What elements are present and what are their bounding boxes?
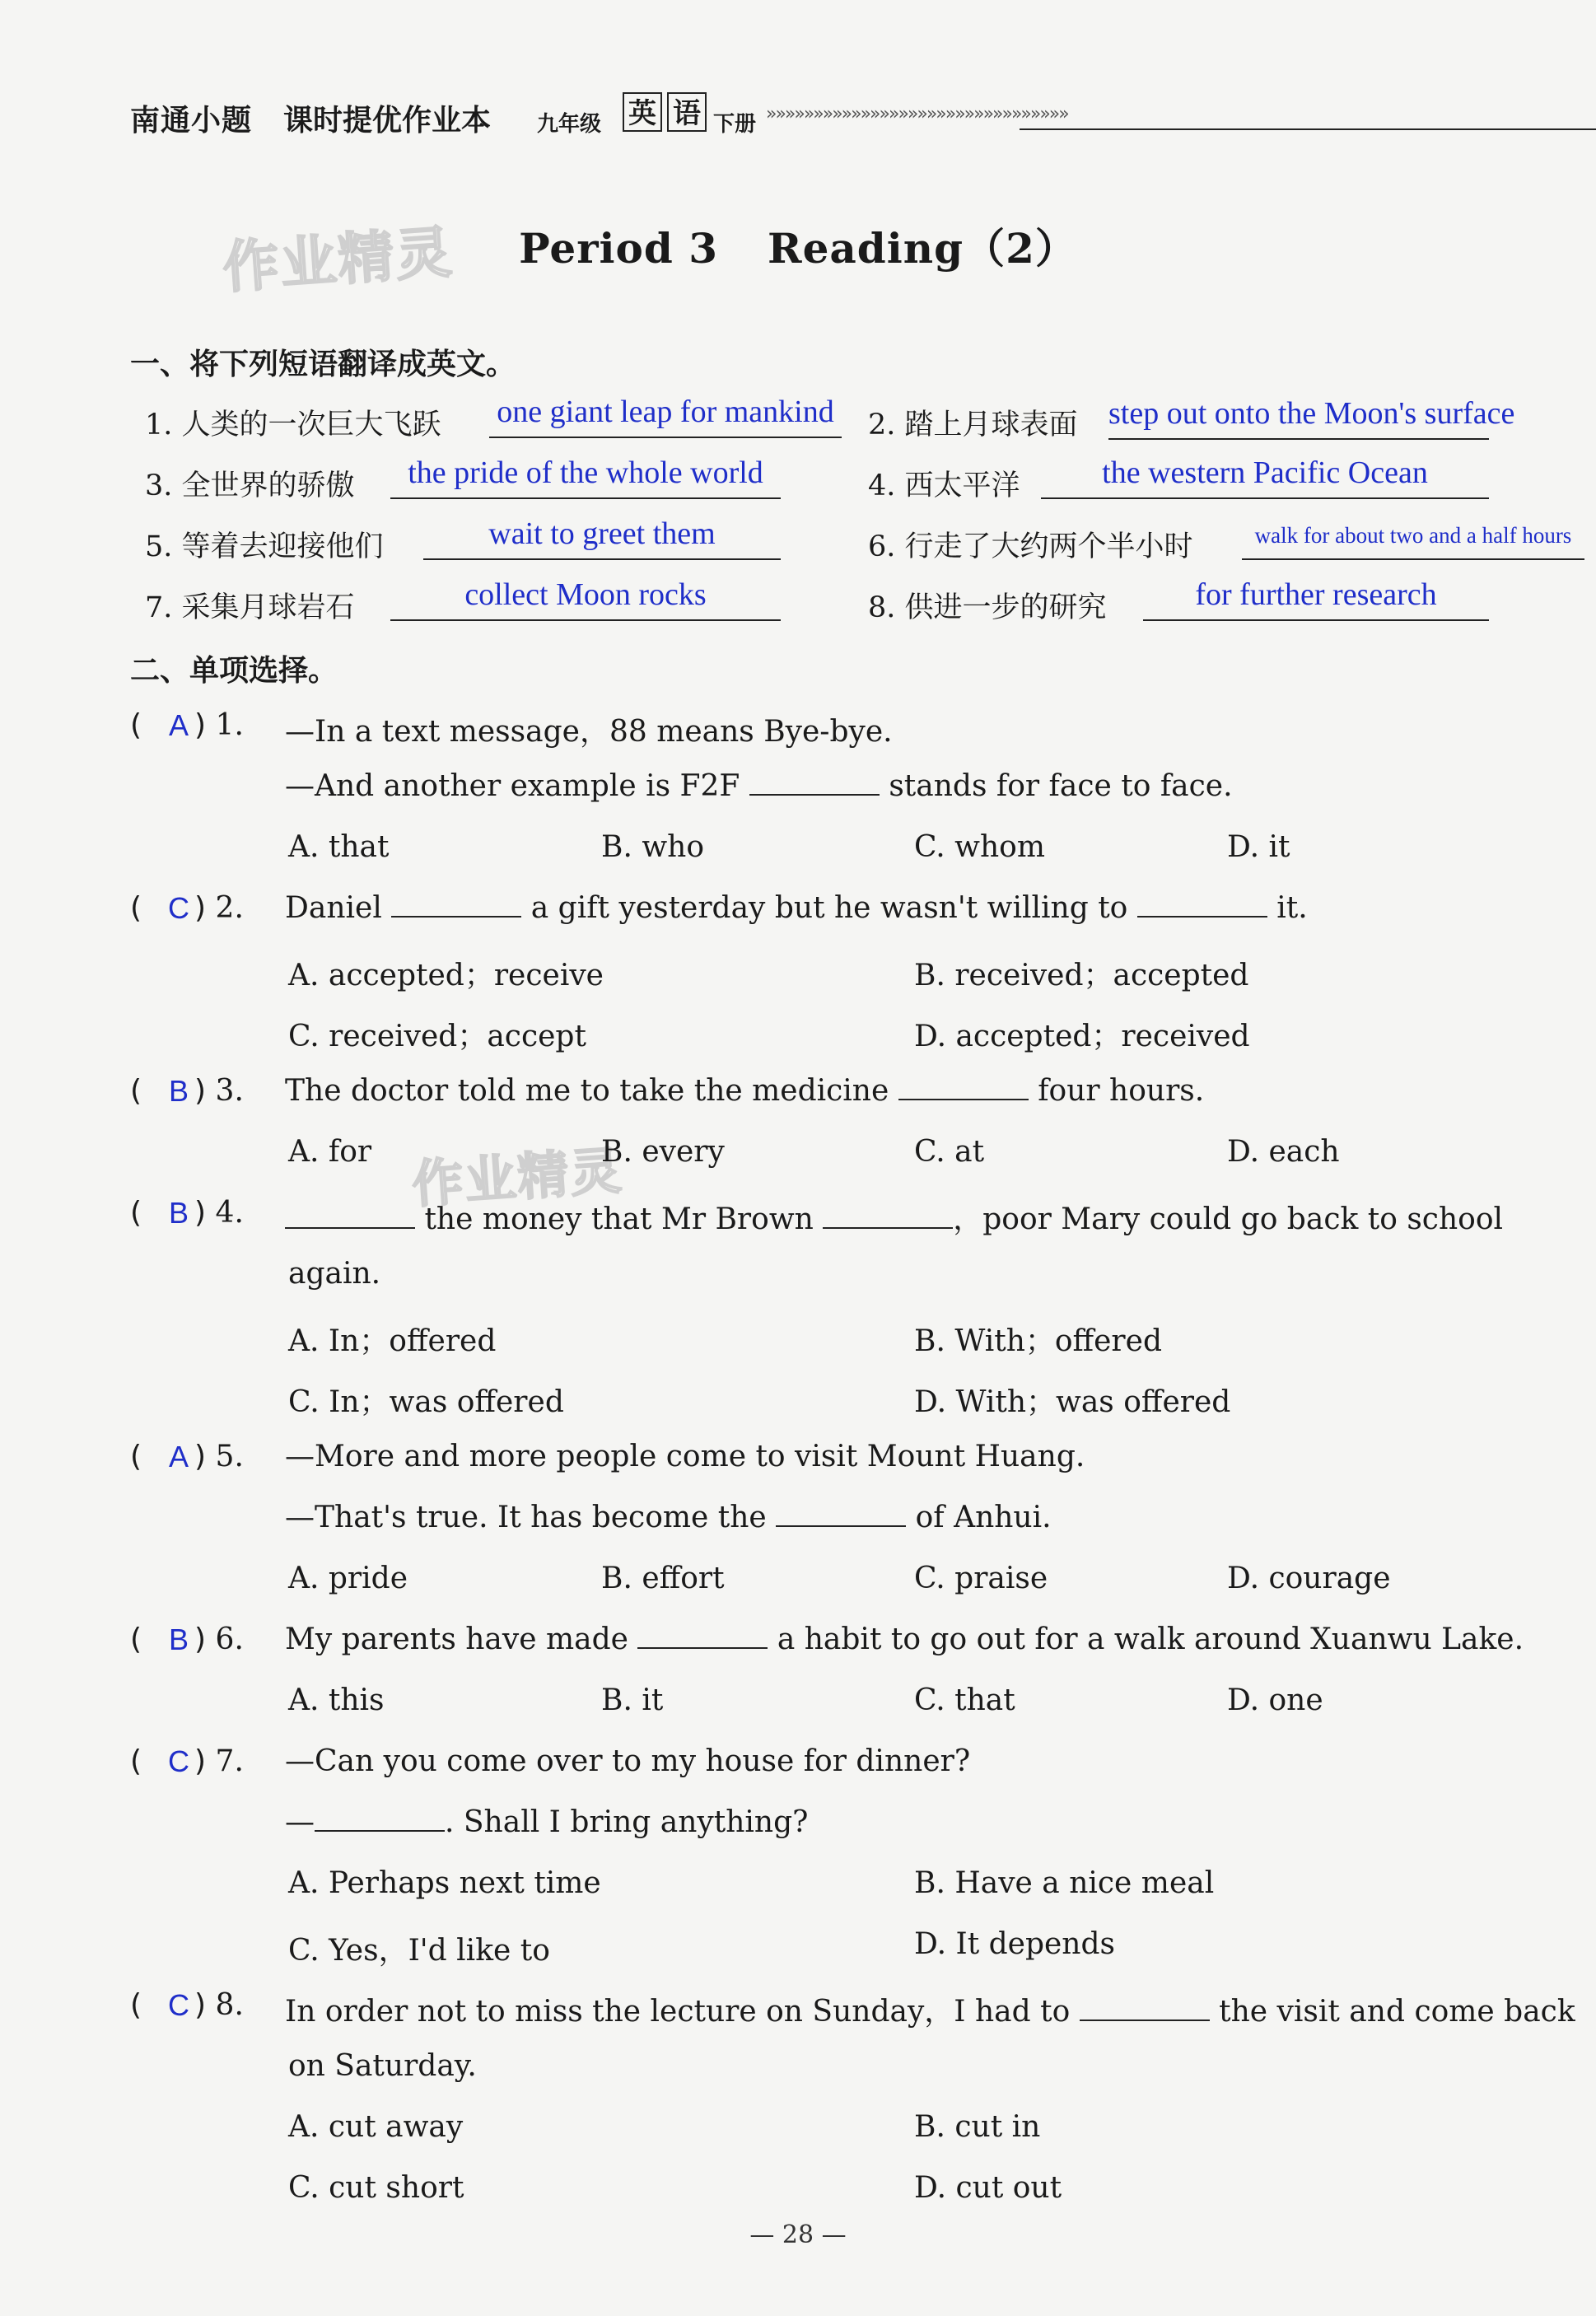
answer-choice[interactable]: B (168, 1623, 189, 1656)
page-title (0, 216, 1596, 275)
answer-blank[interactable] (749, 771, 880, 796)
question-number: ( ) 2. (130, 891, 244, 925)
translation-item: 5. 等着去迎接他们 (145, 530, 384, 563)
answer-choice[interactable]: A (168, 708, 189, 742)
option-d[interactable]: D. It depends (914, 1927, 1116, 1961)
question-text: My parents have made a habit to go out for a walk around Xuanwu Lake. (285, 1623, 1524, 1656)
answer-blank[interactable] (776, 1502, 906, 1527)
section-heading: 一、将下列短语翻译成英文。 (130, 348, 516, 381)
answer-blank[interactable] (823, 1204, 953, 1229)
answer-choice[interactable]: B (168, 1074, 189, 1108)
option-c[interactable]: C. Yes，I'd like to (288, 1934, 550, 1968)
translation-item: 3. 全世界的骄傲 (145, 469, 355, 502)
option-d[interactable]: D. each (1227, 1135, 1340, 1169)
option-a[interactable]: A. accepted；receive (288, 959, 604, 992)
translation-item: 4. 西太平洋 (868, 469, 1020, 502)
question-text: —In a text message，88 means Bye-bye. (285, 715, 893, 749)
translation-answer[interactable]: the pride of the whole world (390, 455, 781, 499)
answer-blank[interactable] (1080, 1996, 1210, 2021)
translation-item: 6. 行走了大约两个半小时 (868, 530, 1193, 563)
option-d[interactable]: D. With；was offered (914, 1385, 1231, 1419)
translation-item: 7. 采集月球岩石 (145, 591, 355, 624)
option-b[interactable]: B. cut in (914, 2110, 1041, 2144)
answer-blank[interactable] (391, 893, 521, 918)
translation-item: 8. 供进一步的研究 (868, 591, 1107, 624)
question-text: the money that Mr Brown ，poor Mary could go back to school (285, 1196, 1503, 1238)
question-number: ( ) 5. (130, 1440, 244, 1473)
answer-blank[interactable] (637, 1624, 768, 1649)
option-a[interactable]: A. for (288, 1135, 372, 1169)
answer-blank[interactable] (898, 1076, 1029, 1100)
answer-blank[interactable] (1137, 893, 1267, 918)
option-b[interactable]: B. effort (601, 1562, 725, 1595)
option-b[interactable]: B. Have a nice meal (914, 1866, 1215, 1900)
option-a[interactable]: A. pride (288, 1562, 408, 1595)
question-text: —And another example is F2F stands for face to face. (285, 769, 1233, 803)
question-number: ( ) 3. (130, 1074, 244, 1108)
series-name: 南通小题 (130, 104, 253, 138)
subject-char-1: 英 (623, 92, 662, 132)
question-number: ( ) 1. (130, 708, 244, 742)
page-header (130, 92, 1497, 142)
option-c[interactable]: C. whom (914, 830, 1045, 864)
translation-answer[interactable]: one giant leap for mankind (489, 394, 842, 438)
option-c[interactable]: C. praise (914, 1562, 1048, 1595)
option-a[interactable]: A. In；offered (288, 1324, 497, 1358)
option-c[interactable]: C. cut short (288, 2171, 464, 2205)
answer-blank[interactable] (315, 1807, 445, 1832)
question-text: In order not to miss the lecture on Sunday，I had to the visit and come back (285, 1995, 1575, 2029)
option-b[interactable]: B. every (601, 1135, 725, 1169)
option-b[interactable]: B. With；offered (914, 1324, 1162, 1358)
translation-answer[interactable]: collect Moon rocks (390, 577, 781, 621)
page-number: — 28 — (749, 2220, 847, 2249)
topic-label: Reading（2） (768, 224, 1077, 273)
translation-answer[interactable]: wait to greet them (423, 516, 781, 560)
watermark-logo: 作业精灵 (221, 220, 455, 301)
option-c[interactable]: C. In；was offered (288, 1385, 564, 1419)
translation-answer[interactable]: step out onto the Moon's surface (1108, 395, 1489, 440)
option-a[interactable]: A. this (288, 1683, 385, 1717)
translation-answer[interactable]: walk for about two and a half hours (1242, 516, 1584, 560)
option-d[interactable]: D. accepted；received (914, 1020, 1250, 1053)
header-rule (1020, 128, 1596, 130)
option-b[interactable]: B. it (601, 1683, 664, 1717)
question-text: again. (288, 1257, 381, 1291)
watermark-logo: 作业精灵 (410, 1140, 625, 1215)
volume-label: 下册 (713, 112, 757, 137)
option-d[interactable]: D. courage (1227, 1562, 1391, 1595)
header-arrows: »»»»»»»»»»»»»»»»»»»»»»»»»»»»»»»» (766, 104, 1068, 124)
answer-blank[interactable] (285, 1204, 415, 1229)
book-name: 课时提优作业本 (283, 104, 492, 138)
grade-label: 九年级 (537, 112, 602, 137)
option-a[interactable]: A. cut away (288, 2110, 464, 2144)
answer-choice[interactable]: C (168, 1988, 189, 2022)
answer-choice[interactable]: C (168, 1744, 189, 1778)
translation-answer[interactable]: for further research (1143, 577, 1489, 621)
question-number: ( ) 7. (130, 1744, 244, 1778)
option-c[interactable]: C. at (914, 1135, 985, 1169)
option-d[interactable]: D. it (1227, 830, 1290, 864)
answer-choice[interactable]: B (168, 1196, 189, 1230)
translation-answer[interactable]: the western Pacific Ocean (1041, 455, 1489, 499)
answer-choice[interactable]: C (168, 891, 189, 925)
option-a[interactable]: A. Perhaps next time (288, 1866, 601, 1900)
translation-item: 1. 人类的一次巨大飞跃 (145, 409, 441, 441)
option-c[interactable]: C. received；accept (288, 1020, 586, 1053)
option-d[interactable]: D. one (1227, 1683, 1323, 1717)
question-text: —More and more people come to visit Mount Huang. (285, 1440, 1085, 1473)
option-d[interactable]: D. cut out (914, 2171, 1062, 2205)
question-number: ( ) 6. (130, 1623, 244, 1656)
question-text: — . Shall I bring anything? (285, 1805, 809, 1839)
translation-item: 2. 踏上月球表面 (868, 409, 1078, 441)
question-number: ( ) 4. (130, 1196, 244, 1230)
question-number: ( ) 8. (130, 1988, 244, 2022)
question-text: —That's true. It has become the of Anhui. (285, 1501, 1052, 1534)
subject-char-2: 语 (667, 92, 707, 132)
answer-choice[interactable]: A (168, 1440, 189, 1473)
option-a[interactable]: A. that (288, 830, 390, 864)
section-heading: 二、单项选择。 (130, 654, 338, 688)
question-text: Daniel a gift yesterday but he wasn't willing to it. (285, 891, 1308, 925)
question-text: on Saturday. (288, 2049, 477, 2083)
question-text: The doctor told me to take the medicine four hours. (285, 1074, 1205, 1108)
option-b[interactable]: B. received；accepted (914, 959, 1249, 992)
option-c[interactable]: C. that (914, 1683, 1015, 1717)
period-label: Period 3 (519, 224, 719, 273)
option-b[interactable]: B. who (601, 830, 705, 864)
question-text: —Can you come over to my house for dinner? (285, 1744, 971, 1778)
